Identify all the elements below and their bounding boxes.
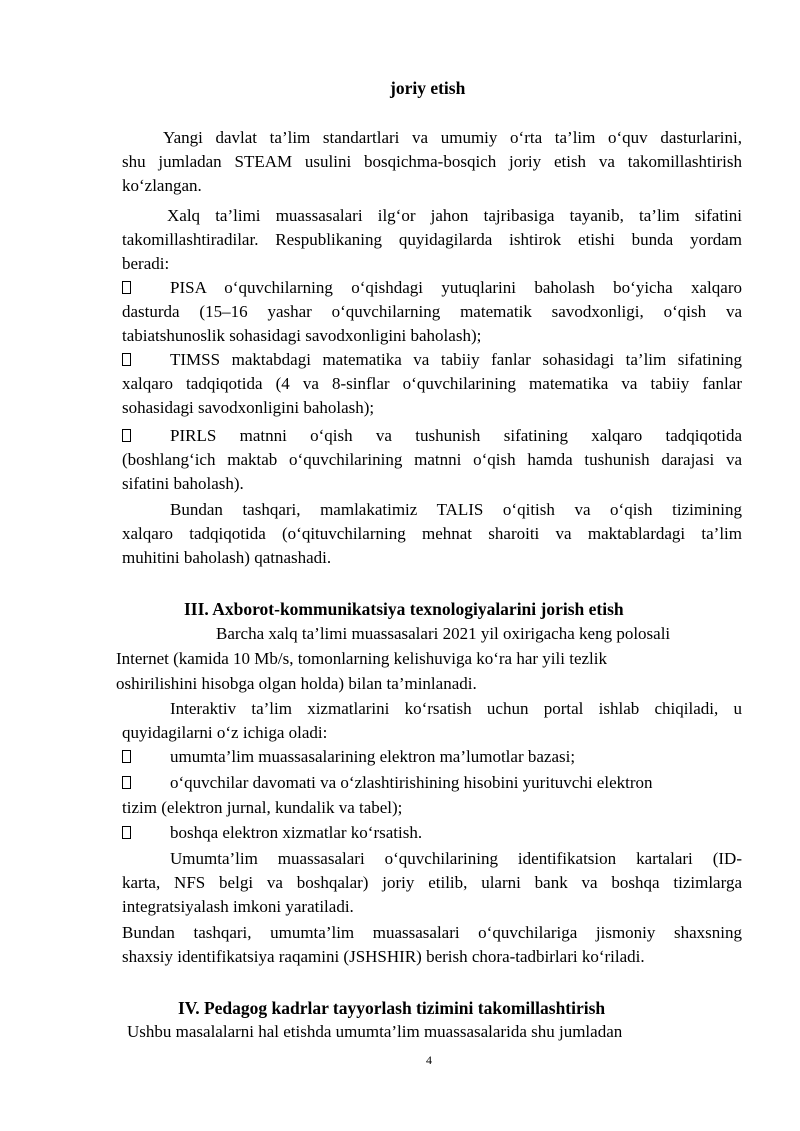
paragraph-line: beradi: <box>122 254 170 273</box>
paragraph-line: Xalq ta’limi muassasalari ilg‘or jahon tajribasiga tayanib, ta’lim sifatini <box>167 206 742 225</box>
list-item-line: sohasidagi savodxonligini baholash); <box>122 398 375 417</box>
paragraph-line: Barcha xalq ta’limi muassasalari 2021 yil oxirigacha keng polosali <box>216 624 671 643</box>
bullet-icon <box>122 750 131 763</box>
list-item-line: xalqaro tadqiqotida (4 va 8-sinflar o‘quvchilarining matematika va tabiiy fanlar <box>122 374 742 393</box>
heading-top: joriy etish <box>390 78 466 98</box>
bullet-icon <box>122 281 131 294</box>
list-item-line: tabiatshunoslik sohasidagi savodxonligini baholash); <box>122 326 482 345</box>
list-item-line: (boshlang‘ich maktab o‘quvchilarining matnni o‘qish hamda tushunish darajasi va <box>122 450 742 469</box>
paragraph-line: karta, NFS belgi va boshqalar) joriy etilib, ularni bank va boshqa tizimlarga <box>122 873 742 892</box>
paragraph-line: Interaktiv ta’lim xizmatlarini ko‘rsatish uchun portal ishlab chiqiladi, u <box>170 699 742 718</box>
list-item-line: boshqa elektron xizmatlar ko‘rsatish. <box>170 823 423 842</box>
list-item-line: dasturda (15–16 yashar o‘quvchilarning matematik savodxonligi, o‘qish va <box>122 302 742 321</box>
page-number: 4 <box>426 1053 432 1067</box>
paragraph-line: muhitini baholash) qatnashadi. <box>122 548 332 567</box>
list-item-line: TIMSS maktabdagi matematika va tabiiy fanlar sohasidagi ta’lim sifatining <box>170 350 742 369</box>
list-item-line: sifatini baholash). <box>122 474 244 493</box>
paragraph-line: Internet (kamida 10 Mb/s, tomonlarning kelishuviga ko‘ra har yili tezlik <box>116 649 607 668</box>
bullet-icon <box>122 826 131 839</box>
bullet-icon <box>122 776 131 789</box>
list-item-line: PISA o‘quvchilarning o‘qishdagi yutuqlarini baholash bo‘yicha xalqaro <box>170 278 742 297</box>
bullet-icon <box>122 353 131 366</box>
bullet-icon <box>122 429 131 442</box>
paragraph-line: takomillashtiradilar. Respublikaning quyidagilarda ishtirok etishi bunda yordam <box>122 230 742 249</box>
paragraph-line: Bundan tashqari, mamlakatimiz TALIS o‘qitish va o‘qish tizimining <box>170 500 742 519</box>
list-item-line: tizim (elektron jurnal, kundalik va tabel); <box>122 798 403 817</box>
paragraph-line: Ushbu masalalarni hal etishda umumta’lim muassasalarida shu jumladan <box>127 1022 623 1041</box>
list-item-line: PIRLS matnni o‘qish va tushunish sifatining xalqaro tadqiqotida <box>170 426 742 445</box>
paragraph-line: ko‘zlangan. <box>122 176 202 195</box>
paragraph-line: Bundan tashqari, umumta’lim muassasalari o‘quvchilariga jismoniy shaxsning <box>122 923 742 942</box>
paragraph-line: quyidagilarni o‘z ichiga oladi: <box>122 723 328 742</box>
paragraph-line: shaxsiy identifikatsiya raqamini (JSHSHIR) berish chora-tadbirlari ko‘riladi. <box>122 947 645 966</box>
paragraph-line: oshirilishini hisobga olgan holda) bilan ta’minlanadi. <box>116 674 477 693</box>
paragraph-line: integratsiyalash imkoni yaratiladi. <box>122 897 354 916</box>
section-title: IV. Pedagog kadrlar tayyorlash tizimini takomillashtirish <box>178 998 606 1018</box>
list-item-line: o‘quvchilar davomati va o‘zlashtirishining hisobini yurituvchi elektron <box>170 773 653 792</box>
paragraph-line: shu jumladan STEAM usulini bosqichma-bosqich joriy etish va takomillashtirish <box>122 152 742 171</box>
paragraph-line: xalqaro tadqiqotida (o‘qituvchilarning mehnat sharoiti va maktablardagi ta’lim <box>122 524 742 543</box>
section-title: III. Axborot-kommunikatsiya texnologiyalarini jorish etish <box>184 599 624 619</box>
paragraph-line: Yangi davlat ta’lim standartlari va umumiy o‘rta ta’lim o‘quv dasturlarini, <box>163 128 742 147</box>
list-item-line: umumta’lim muassasalarining elektron ma’lumotlar bazasi; <box>170 747 576 766</box>
paragraph-line: Umumta’lim muassasalari o‘quvchilarining identifikatsion kartalari (ID- <box>170 849 742 868</box>
